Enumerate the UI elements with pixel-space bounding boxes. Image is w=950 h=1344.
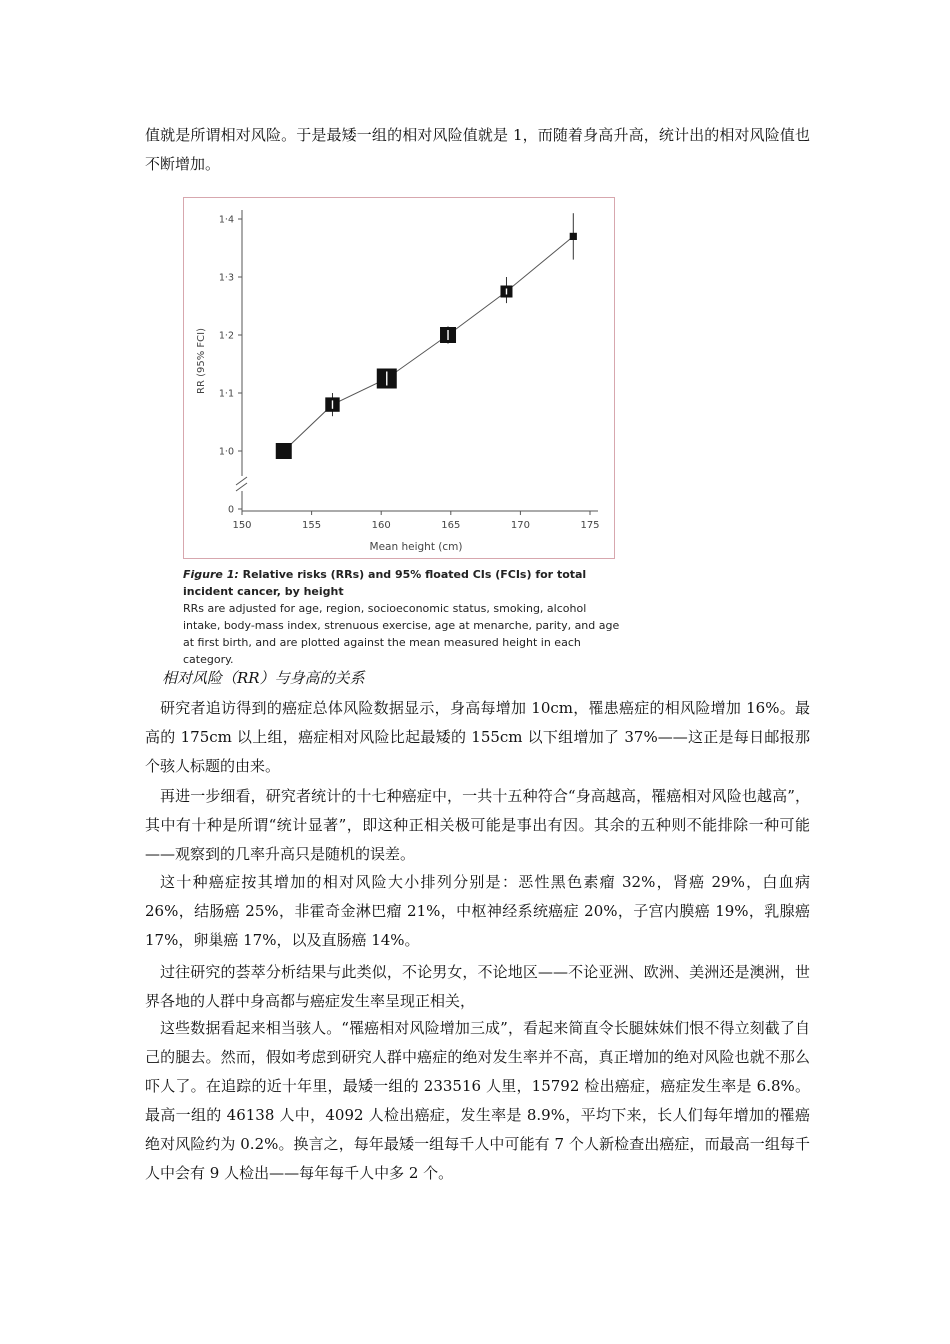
chart-series — [276, 213, 577, 459]
figure-caption-chinese: 相对风险（RR）与身高的关系 — [162, 669, 365, 687]
y-tick-label: 0 — [227, 504, 234, 516]
paragraph-4: 过往研究的荟萃分析结果与此类似，不论男女，不论地区——不论亚洲、欧洲、美洲还是澳洲，世界各地的人群中身高都与癌症发生率呈现正相关， — [145, 963, 810, 1010]
paragraph-0: 值就是所谓相对风险。于是最矮一组的相对风险值就是 1，而随着身高升高，统计出的相对风险值也不断增加。 — [145, 126, 810, 173]
data-point-5 — [570, 233, 577, 240]
figure-caption — [183, 566, 623, 668]
y-tick-label: 1·2 — [218, 330, 234, 342]
y-tick-label: 1·0 — [218, 446, 234, 458]
x-tick-label: 155 — [302, 520, 322, 531]
figure-caption-note: RRs are adjusted for age, region, socioeconomic status, smoking, alcohol intake, body-mass index, strenuous exercise, age at menarche, parity, and age at first birth, and are plotted against the mean measured height in each category. — [183, 602, 620, 666]
paragraph-1: 研究者追访得到的癌症总体风险数据显示，身高每增加 10cm，罹患癌症的相风险增加 16%。最高的 175cm 以上组，癌症相对风险比起最矮的 155cm 以下组增加了 37%——这正是每日邮报那个骇人标题的由来。 — [145, 699, 810, 775]
figure-title-text: Relative risks (RRs) and 95% floated CIs (FCIs) for total incident cancer, by height — [183, 568, 587, 598]
figure-caption-title — [183, 568, 586, 598]
chart-axes — [219, 210, 600, 531]
figure-label: Figure 1: — [183, 568, 239, 581]
paragraph-2: 再进一步细看，研究者统计的十七种癌症中，一共十五种符合“身高越高，罹癌相对风险也越高”，其中有十种是所谓“统计显著”，即这种正相关极可能是事出有因。其余的五种则不能排除一种可能——观察到的几率升高只是随机的误差。 — [145, 787, 810, 863]
figure-frame — [183, 197, 615, 559]
paragraph-5: 这些数据看起来相当骇人。“罹癌相对风险增加三成”，看起来简直令长腿妹妹们恨不得立刻截了自己的腿去。然而，假如考虑到研究人群中癌症的绝对发生率并不高，真正增加的绝对风险也就不那么吓人了。在追踪的近十年里，最矮一组的 233516 人里，15792 检出癌症，癌症发生率是 6.8%。最高一组的 46138 人中，4092 人检出癌症，发生率是 8.9%，平均下来，长人们每年增加的罹癌绝对风险约为 0.2%。换言之，每年最矮一组每千人中可能有 7 个人新检查出癌症，而最高一组每千人中会有 9 人检出——每年每千人中多 2 个。 — [145, 1019, 810, 1182]
x-tick-label: 160 — [371, 520, 391, 531]
x-tick-label: 165 — [441, 520, 461, 531]
data-point-0 — [276, 443, 292, 459]
y-tick-label: 1·1 — [218, 388, 234, 400]
paragraph-3: 这十种癌症按其增加的相对风险大小排列分别是：恶性黑色素瘤 32%，肾癌 29%，白血病 26%，结肠癌 25%，非霍奇金淋巴瘤 21%，中枢神经系统癌症 20%，子宫内膜癌 19%，乳腺癌 17%，卵巢癌 17%，以及直肠癌 14%。 — [145, 873, 810, 949]
series-line — [284, 236, 574, 451]
y-axis-label: RR (95% FCI) — [196, 328, 207, 394]
x-tick-label: 175 — [580, 520, 600, 531]
x-tick-label: 150 — [232, 520, 252, 531]
x-axis-label: Mean height (cm) — [369, 541, 463, 553]
y-tick-label: 1·4 — [218, 214, 234, 226]
y-tick-label: 1·3 — [218, 272, 234, 284]
rr-height-chart — [184, 198, 614, 558]
x-tick-label: 170 — [510, 520, 530, 531]
